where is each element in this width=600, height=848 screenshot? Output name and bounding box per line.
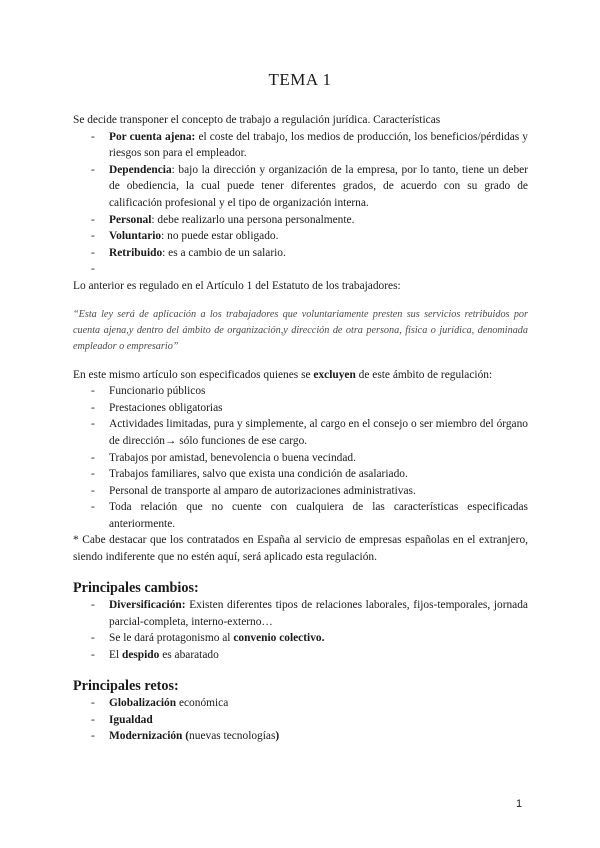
list-item: - Por cuenta ajena: el coste del trabajo, los medios de producción, los beneficios/pérdidas y riesgos son para el empleador.: [73, 129, 528, 162]
exclusion-intro: En este mismo artículo son especificados quienes se excluyen de este ámbito de regulación:: [73, 368, 493, 381]
exclusions-list: [73, 383, 528, 532]
list-item: - Prestaciones obligatorias: [73, 400, 528, 417]
list-item: - Diversificación: Existen diferentes tipos de relaciones laborales, fijos-temporales, jornada parcial-completa, interno-externo…: [73, 597, 528, 630]
intro-paragraph: Se decide transponer el concepto de trabajo a regulación jurídica. Características: [73, 114, 441, 126]
document-body: [73, 112, 528, 745]
page-number: 1: [516, 798, 523, 810]
list-item: - Funcionario públicos: [73, 383, 528, 400]
legal-quote: “Esta ley será de aplicación a los trabajadores que voluntariamente presten sus servicios retribuidos por cuenta ajena,y dentro del ámbito de organización,y dirección de otra persona, física o jurídica, denominada empleador o empresario”: [73, 308, 528, 352]
list-item: - Dependencia: bajo la dirección y organización de la empresa, por lo tanto, tiene un deber de obediencia, la cual puede tener diferentes grados, de acuerdo con su grado de calificación profesional y el tipo de organización interna.: [73, 162, 528, 212]
challenges-heading: Principales retos:: [73, 677, 179, 694]
list-item: - Globalización económica: [73, 695, 528, 712]
list-item: - Personal: debe realizarlo una persona personalmente.: [73, 212, 528, 229]
list-item: - Voluntario: no puede estar obligado.: [73, 228, 528, 245]
note-paragraph: * Cabe destacar que los contratados en España al servicio de empresas españolas en el extranjero, siendo indiferente que no estén aquí, será aplicado esta regulación.: [73, 534, 528, 564]
list-item: - Personal de transporte al amparo de autorizaciones administrativas.: [73, 483, 528, 500]
list-item: - Retribuido: es a cambio de un salario.: [73, 245, 528, 262]
list-item: - Trabajos por amistad, benevolencia o buena vecindad.: [73, 450, 528, 467]
list-item: - Igualdad: [73, 712, 528, 729]
list-item: - Trabajos familiares, salvo que exista una condición de asalariado.: [73, 466, 528, 483]
article-reference: Lo anterior es regulado en el Artículo 1 del Estatuto de los trabajadores:: [73, 279, 401, 292]
list-item: - Actividades limitadas, pura y simplemente, al cargo en el consejo o ser miembro del órgano de dirección→ sólo funciones de ese cargo.: [73, 416, 528, 449]
changes-list: [73, 597, 528, 663]
list-item: - Se le dará protagonismo al convenio colectivo.: [73, 630, 528, 647]
empty-list-item: [73, 261, 528, 278]
list-item: - Modernización (nuevas tecnologías): [73, 728, 528, 745]
page-title: TEMA 1: [268, 70, 332, 89]
changes-heading: Principales cambios:: [73, 579, 199, 596]
list-item: - Toda relación que no cuente con cualquiera de las características especificadas anteriormente.: [73, 499, 528, 532]
list-item: - El despido es abaratado: [73, 647, 528, 664]
challenges-list: [73, 695, 528, 745]
characteristics-list: [73, 129, 528, 278]
